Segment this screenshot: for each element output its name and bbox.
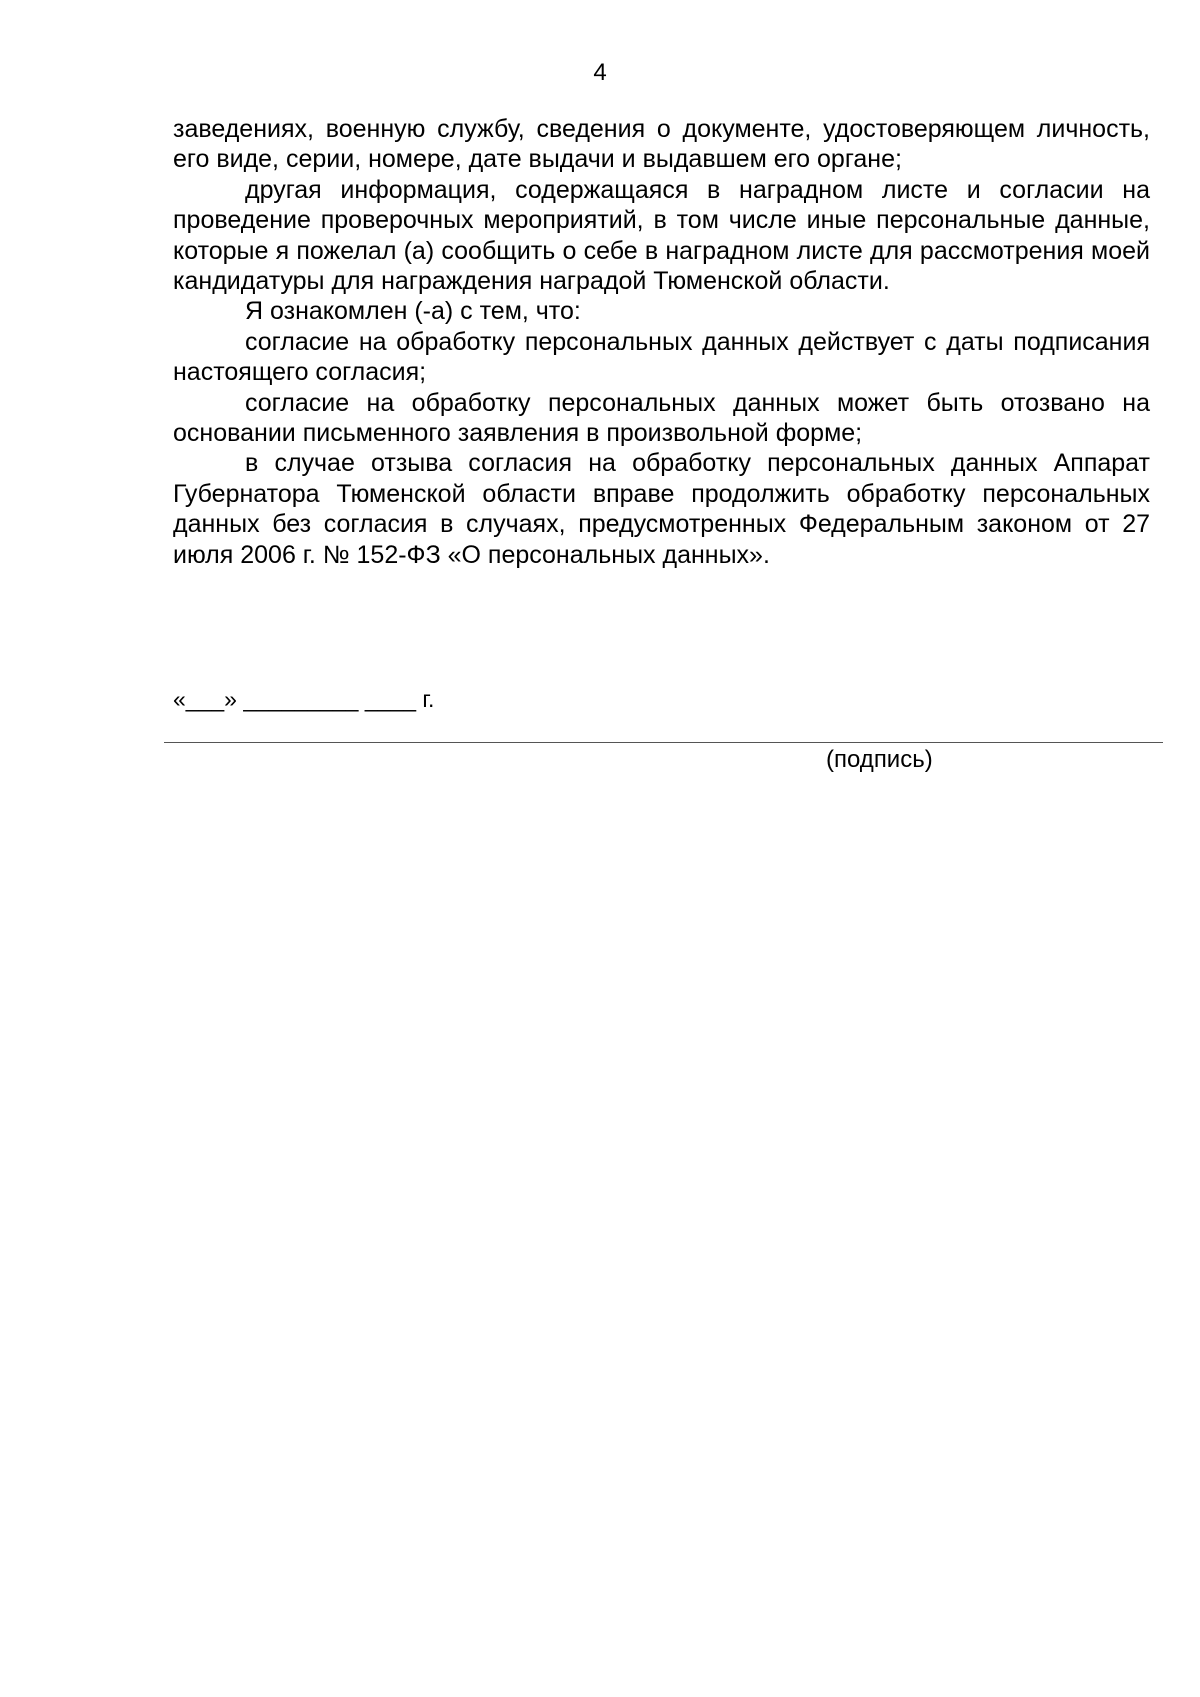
document-body (173, 114, 1150, 570)
paragraph-consent-validity: согласие на обработку персональных данных действует с даты подписания настоящего согласия; (173, 327, 1150, 387)
paragraph-consent-revocation: согласие на обработку персональных данных может быть отозвано на основании письменного заявления в произвольной форме; (173, 388, 1150, 448)
date-field: «___» _________ ____ г. (173, 686, 435, 712)
page-number: 4 (593, 59, 607, 86)
paragraph-other-information: другая информация, содержащаяся в наградном листе и согласии на проведение проверочных мероприятий, в том числе иные персональные данные, которые я пожелал (а) сообщить о себе в наградном листе для рассмотрения моей кандидатуры для награждения наградой Тюменской области. (173, 175, 1150, 296)
paragraph-acknowledgement: Я ознакомлен (-а) с тем, что: (245, 297, 581, 326)
paragraph-revocation-consequences: в случае отзыва согласия на обработку персональных данных Аппарат Губернатора Тюменской области вправе продолжить обработку персональных данных без согласия в случаях, предусмотренных Федеральным законом от 27 июля 2006 г. № 152-ФЗ «О персональных данных». (173, 449, 1150, 569)
signature-caption: (подпись) (826, 746, 933, 773)
paragraph-education-continuation: заведениях, военную службу, сведения о документе, удостоверяющем личность, его виде, серии, номере, дате выдачи и выдавшем его органе; (173, 115, 1150, 174)
signature-line (164, 742, 1163, 743)
